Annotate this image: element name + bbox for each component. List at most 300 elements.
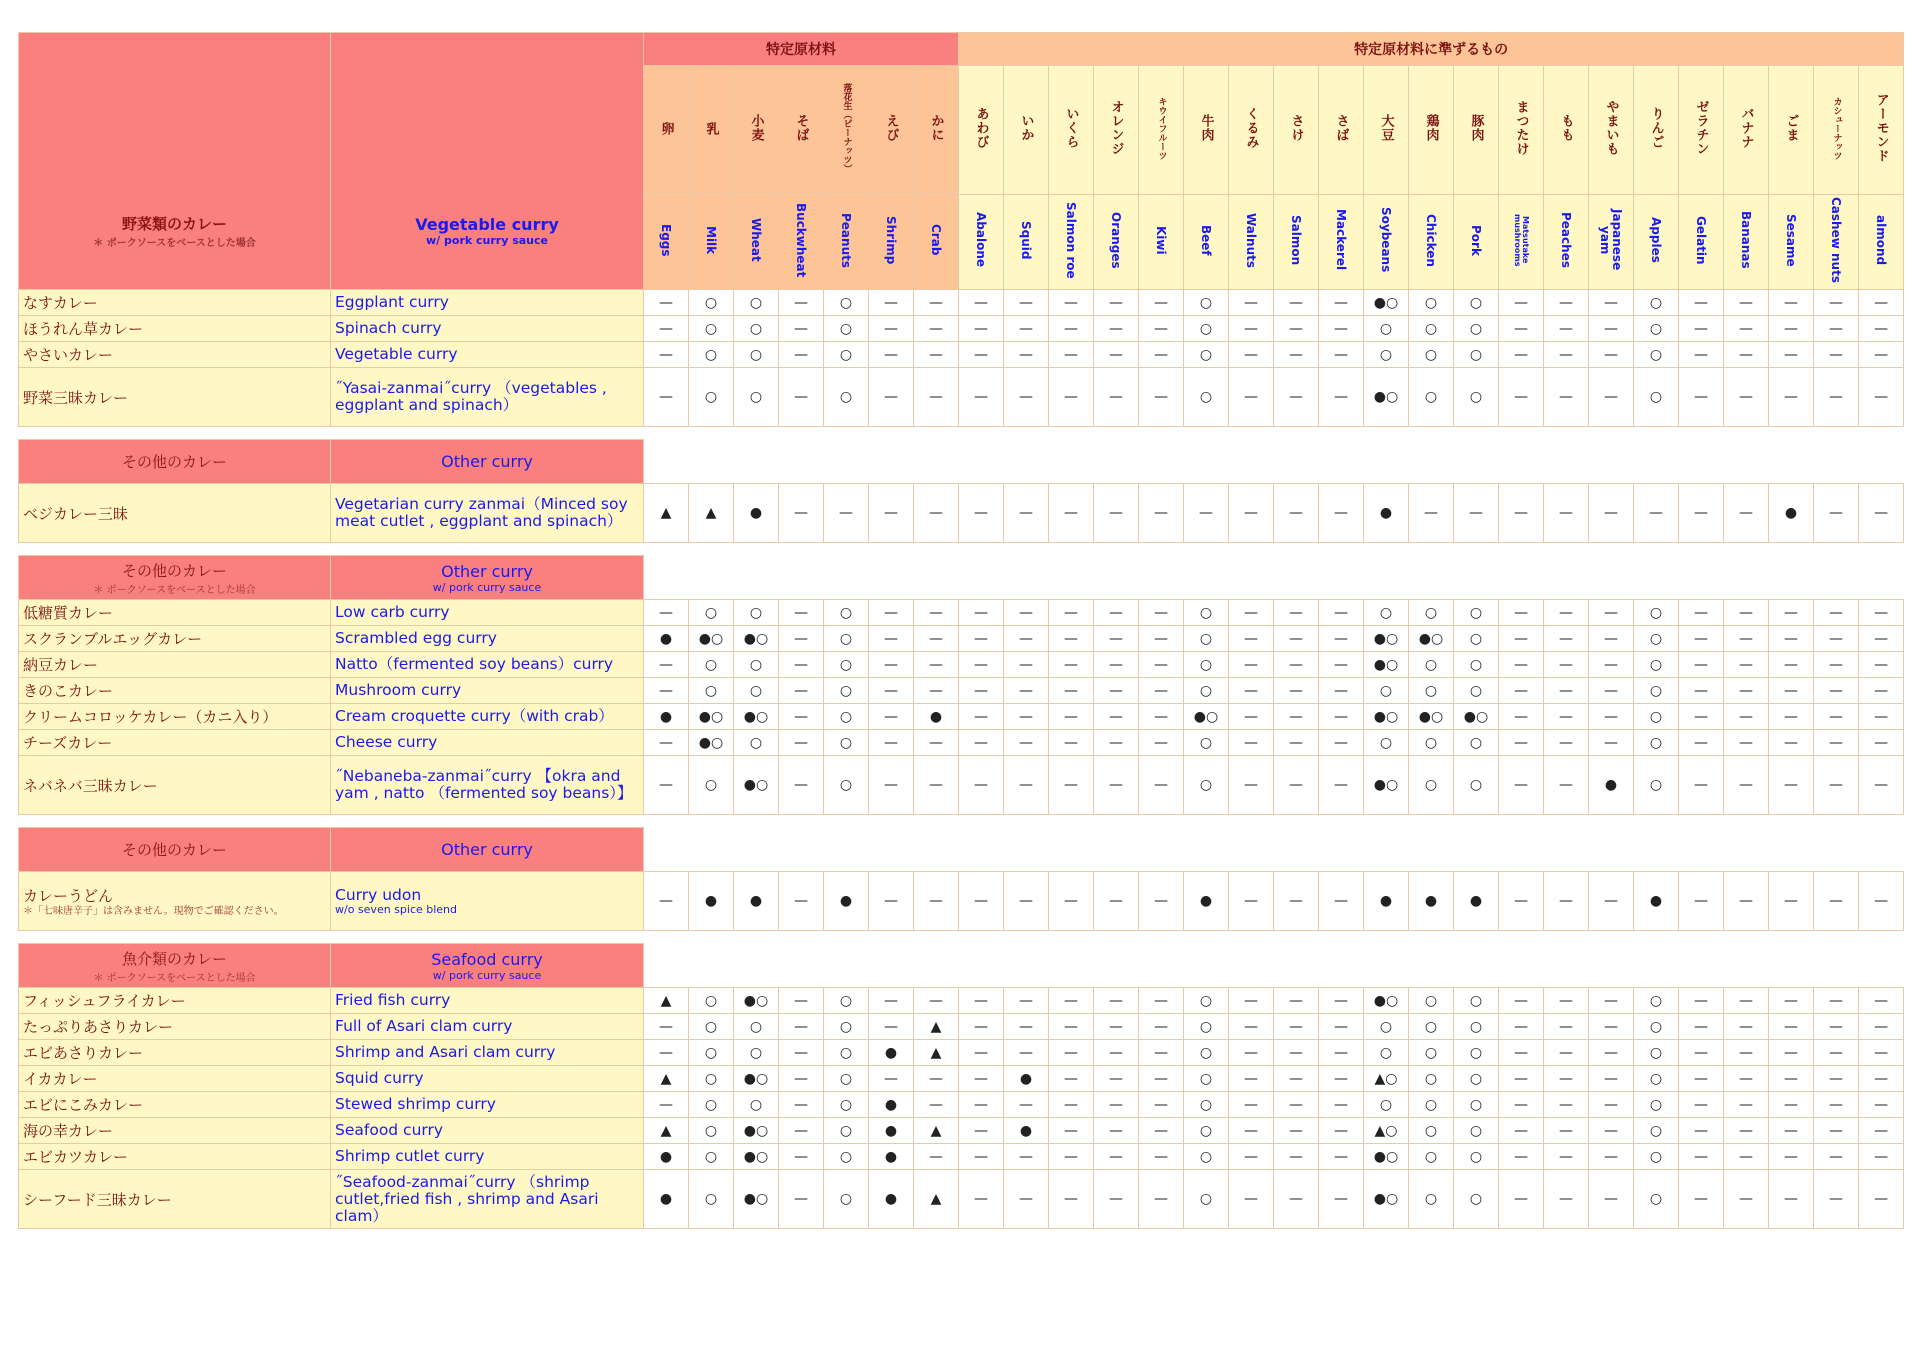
allergen-mark: —: [914, 484, 959, 543]
menu-row: [19, 1092, 1904, 1118]
allergen-mark: —: [1499, 872, 1544, 931]
allergen-mark: ○: [1409, 1040, 1454, 1066]
allergen-mark: —: [1499, 1040, 1544, 1066]
menu-name-en: ˝Nebaneba-zanmai˝curry 【okra and yam , natto （fermented soy beans）】: [335, 767, 633, 802]
menu-row: [19, 316, 1904, 342]
allergen-mark: —: [869, 704, 914, 730]
allergen-mark: ○: [689, 1170, 734, 1229]
allergen-jp-header: [1814, 66, 1859, 195]
menu-name-jp-cell: [19, 756, 331, 815]
allergen-mark: —: [1769, 1118, 1814, 1144]
allergen-mark: —: [1814, 342, 1859, 368]
menu-name-en: Shrimp and Asari clam curry: [335, 1043, 556, 1061]
menu-row: [19, 484, 1904, 543]
allergen-mark: ○: [824, 756, 869, 815]
allergen-mark: ○: [1454, 1170, 1499, 1229]
allergen-mark: —: [644, 316, 689, 342]
allergen-mark: ●○: [734, 1118, 779, 1144]
allergen-en-label: Chicken: [1424, 213, 1439, 267]
allergen-jp-label: バナナ: [1738, 107, 1754, 149]
allergen-mark: —: [644, 342, 689, 368]
menu-name-en-cell: [331, 600, 644, 626]
header-jp-note: ＊ ポークソースをベースとした場合: [93, 238, 256, 249]
allergen-jp-label: もも: [1558, 114, 1574, 142]
allergen-mark: —: [1769, 756, 1814, 815]
menu-name-jp-cell: [19, 988, 331, 1014]
allergen-mark: —: [1769, 1066, 1814, 1092]
allergen-en-label: Bananas: [1739, 211, 1754, 269]
allergen-en-header: [1094, 195, 1139, 290]
allergen-mark: —: [1049, 678, 1094, 704]
allergen-en-header: [1409, 195, 1454, 290]
section-header-row: [19, 944, 1904, 988]
menu-name-jp: チーズカレー: [23, 734, 113, 752]
allergen-mark: —: [1544, 1144, 1589, 1170]
allergen-mark: —: [1589, 1144, 1634, 1170]
allergen-mark: ○: [1184, 368, 1229, 427]
allergen-mark: —: [1319, 1040, 1364, 1066]
allergen-mark: —: [1544, 678, 1589, 704]
menu-name-jp: 納豆カレー: [23, 656, 99, 674]
menu-name-en-cell: [331, 988, 644, 1014]
allergen-mark: —: [1589, 290, 1634, 316]
allergen-en-header: [1454, 195, 1499, 290]
allergen-mark: —: [1319, 1092, 1364, 1118]
menu-name-jp: 海の幸カレー: [23, 1122, 114, 1140]
allergen-mark: —: [1094, 1066, 1139, 1092]
menu-name-jp-cell: [19, 342, 331, 368]
allergen-mark: —: [1139, 1066, 1184, 1092]
allergen-mark: —: [1499, 1066, 1544, 1092]
menu-name-en: Fried fish curry: [335, 991, 451, 1009]
allergen-mark: —: [1814, 626, 1859, 652]
allergen-mark: —: [1859, 1144, 1904, 1170]
allergen-mark: —: [1679, 1170, 1724, 1229]
allergen-mark: —: [1679, 1066, 1724, 1092]
allergen-mark: ○: [734, 652, 779, 678]
allergen-mark: —: [1229, 1014, 1274, 1040]
allergen-en-header: [1814, 195, 1859, 290]
allergen-mark: ○: [1364, 600, 1409, 626]
table-header: [19, 33, 1904, 290]
allergen-jp-header: [1544, 66, 1589, 195]
allergen-mark: —: [1049, 1014, 1094, 1040]
menu-name-jp-cell: [19, 1118, 331, 1144]
allergen-mark: —: [1094, 368, 1139, 427]
allergen-mark: —: [1589, 368, 1634, 427]
allergen-mark: ●○: [1364, 756, 1409, 815]
allergen-mark: —: [1589, 626, 1634, 652]
allergen-mark: —: [1544, 1170, 1589, 1229]
allergen-mark: —: [644, 1014, 689, 1040]
section-title-en-cell: [331, 944, 644, 988]
allergen-mark: ●○: [1364, 1144, 1409, 1170]
allergen-mark: —: [1544, 730, 1589, 756]
allergen-mark: —: [1589, 600, 1634, 626]
menu-name-en-cell: [331, 652, 644, 678]
allergen-mark: ○: [824, 316, 869, 342]
menu-name-en: Cheese curry: [335, 733, 438, 751]
allergen-mark: —: [644, 1092, 689, 1118]
allergen-mark: —: [1814, 600, 1859, 626]
section-title-jp-cell: [19, 944, 331, 988]
allergen-mark: —: [1139, 988, 1184, 1014]
section-title-en: Seafood curry: [431, 949, 543, 969]
allergen-mark: ●○: [1364, 368, 1409, 427]
allergen-mark: —: [869, 600, 914, 626]
header-en-cell: [331, 33, 644, 290]
allergen-en-header: [824, 195, 869, 290]
allergen-mark: —: [779, 342, 824, 368]
allergen-jp-label: 卵: [658, 121, 674, 136]
allergen-mark: —: [1229, 368, 1274, 427]
allergen-mark: —: [1004, 1092, 1049, 1118]
allergen-mark: —: [1544, 290, 1589, 316]
allergen-mark: ○: [1454, 730, 1499, 756]
allergen-mark: ▲: [644, 1066, 689, 1092]
allergen-mark: —: [1274, 368, 1319, 427]
allergen-mark: —: [1049, 1092, 1094, 1118]
allergen-mark: —: [1094, 1092, 1139, 1118]
allergen-mark: —: [1229, 316, 1274, 342]
allergen-jp-header: [1004, 66, 1049, 195]
allergen-mark: —: [1544, 704, 1589, 730]
allergen-mark: —: [1139, 316, 1184, 342]
allergen-mark: —: [1769, 342, 1814, 368]
allergen-mark: —: [1499, 730, 1544, 756]
allergen-jp-header: [1049, 66, 1094, 195]
allergen-mark: —: [869, 652, 914, 678]
menu-row: [19, 368, 1904, 427]
allergen-mark: ○: [1184, 342, 1229, 368]
allergen-mark: —: [1769, 290, 1814, 316]
allergen-mark: —: [779, 1066, 824, 1092]
allergen-mark: ●: [869, 1144, 914, 1170]
menu-name-en: Vegetarian curry zanmai（Minced soy meat cutlet , eggplant and spinach）: [335, 495, 628, 530]
allergen-mark: ▲: [914, 1170, 959, 1229]
allergen-mark: ○: [1364, 1040, 1409, 1066]
allergen-mark: —: [1319, 600, 1364, 626]
allergen-mark: ●○: [1409, 704, 1454, 730]
allergen-mark: —: [779, 1040, 824, 1066]
allergen-mark: —: [1139, 600, 1184, 626]
allergen-mark: —: [1319, 988, 1364, 1014]
allergen-mark: —: [914, 730, 959, 756]
allergen-mark: —: [959, 316, 1004, 342]
allergen-jp-label: カシューナッツ: [1831, 96, 1842, 160]
allergen-mark: —: [1094, 1118, 1139, 1144]
allergen-mark: —: [1049, 626, 1094, 652]
allergen-mark: —: [1544, 756, 1589, 815]
allergen-mark: ●○: [734, 1066, 779, 1092]
allergen-mark: —: [914, 756, 959, 815]
menu-name-jp: きのこカレー: [23, 682, 114, 700]
allergen-mark: —: [1724, 988, 1769, 1014]
allergen-jp-header: [914, 66, 959, 195]
allergen-mark: —: [1544, 988, 1589, 1014]
allergen-jp-header: [1679, 66, 1724, 195]
allergen-mark: —: [1814, 1144, 1859, 1170]
allergen-mark: —: [1409, 484, 1454, 543]
allergen-jp-label: えび: [883, 114, 899, 142]
menu-name-en: Scrambled egg curry: [335, 629, 497, 647]
allergen-mark: —: [1679, 368, 1724, 427]
allergen-mark: —: [779, 1170, 824, 1229]
allergen-mark: —: [824, 484, 869, 543]
allergen-mark: ○: [1634, 1040, 1679, 1066]
allergen-mark: —: [1679, 730, 1724, 756]
allergen-mark: ○: [689, 342, 734, 368]
menu-name-en-cell: [331, 678, 644, 704]
menu-name-jp-cell: [19, 678, 331, 704]
allergen-mark: ○: [1634, 368, 1679, 427]
allergen-mark: —: [1094, 484, 1139, 543]
allergen-mark: —: [1814, 872, 1859, 931]
allergen-mark: —: [1724, 342, 1769, 368]
allergen-jp-header: [869, 66, 914, 195]
menu-name-jp: カレーうどん: [23, 886, 114, 905]
menu-name-jp-cell: [19, 1040, 331, 1066]
allergen-mark: —: [1859, 368, 1904, 427]
allergen-mark: —: [1859, 1066, 1904, 1092]
allergen-en-header: [1319, 195, 1364, 290]
allergen-jp-label: かに: [928, 114, 944, 142]
allergen-mark: —: [1769, 988, 1814, 1014]
allergen-jp-header: [1319, 66, 1364, 195]
menu-name-jp-cell: [19, 872, 331, 931]
menu-name-jp: シーフード三昧カレー: [23, 1190, 172, 1209]
allergen-mark: ○: [1634, 1170, 1679, 1229]
allergen-mark: —: [1769, 600, 1814, 626]
allergen-mark: —: [1724, 1040, 1769, 1066]
menu-name-en-cell: [331, 756, 644, 815]
section-title-en-cell: [331, 828, 644, 872]
allergen-jp-header: [1364, 66, 1409, 195]
allergen-mark: —: [779, 988, 824, 1014]
allergen-mark: —: [644, 872, 689, 931]
menu-name-jp: やさいカレー: [23, 346, 114, 364]
allergen-mark: —: [1724, 730, 1769, 756]
allergen-mark: ▲: [689, 484, 734, 543]
allergen-mark: —: [1589, 484, 1634, 543]
allergen-en-label: Walnuts: [1244, 212, 1259, 268]
allergen-jp-label: オレンジ: [1108, 100, 1124, 156]
allergen-mark: —: [869, 484, 914, 543]
allergen-jp-header: [1589, 66, 1634, 195]
allergen-mark: ○: [1454, 988, 1499, 1014]
menu-name-en: Stewed shrimp curry: [335, 1095, 496, 1113]
allergen-mark: —: [1814, 1170, 1859, 1229]
allergen-mark: —: [1499, 342, 1544, 368]
allergen-mark: —: [1139, 1014, 1184, 1040]
allergen-mark: ○: [734, 316, 779, 342]
allergen-mark: —: [914, 872, 959, 931]
allergen-mark: —: [1724, 872, 1769, 931]
allergen-jp-label: 牛肉: [1198, 114, 1214, 142]
allergen-mark: —: [779, 730, 824, 756]
allergen-mark: —: [1544, 1118, 1589, 1144]
allergen-mark: —: [1499, 484, 1544, 543]
allergen-mark: —: [779, 1144, 824, 1170]
allergen-mark: —: [1274, 1170, 1319, 1229]
allergen-mark: ○: [824, 1118, 869, 1144]
section-title-jp: 魚介類のカレー: [121, 949, 227, 968]
allergen-mark: —: [959, 756, 1004, 815]
allergen-mark: —: [1229, 342, 1274, 368]
allergen-mark: —: [914, 1144, 959, 1170]
menu-name-en-cell: [331, 872, 644, 931]
allergen-mark: —: [1499, 756, 1544, 815]
allergen-mark: ○: [1454, 600, 1499, 626]
allergen-mark: —: [1274, 342, 1319, 368]
allergen-mark: —: [1769, 652, 1814, 678]
allergen-mark: ▲: [914, 1040, 959, 1066]
allergen-mark: —: [1229, 988, 1274, 1014]
allergen-mark: ●○: [1364, 988, 1409, 1014]
menu-name-jp: フィッシュフライカレー: [23, 992, 186, 1010]
allergen-jp-label: 小麦: [748, 114, 764, 142]
allergen-mark: —: [1094, 704, 1139, 730]
allergen-en-header: [1139, 195, 1184, 290]
allergen-mark: —: [1859, 1118, 1904, 1144]
allergen-en-header: [689, 195, 734, 290]
allergen-mark: —: [779, 1092, 824, 1118]
menu-row: [19, 1170, 1904, 1229]
allergen-mark: —: [779, 626, 824, 652]
allergen-mark: —: [1679, 872, 1724, 931]
allergen-en-label: Eggs: [659, 223, 673, 257]
allergen-mark: —: [1499, 316, 1544, 342]
allergen-mark: —: [1004, 1170, 1049, 1229]
allergen-mark: ●: [869, 1092, 914, 1118]
allergen-mark: —: [1274, 756, 1319, 815]
allergen-mark: ○: [1409, 368, 1454, 427]
allergen-jp-header: [734, 66, 779, 195]
allergen-mark: —: [869, 290, 914, 316]
allergen-mark: —: [1319, 1170, 1364, 1229]
allergen-mark: —: [1319, 704, 1364, 730]
allergen-jp-header: [1859, 66, 1904, 195]
allergen-mark: —: [1004, 730, 1049, 756]
allergen-mark: —: [1544, 1014, 1589, 1040]
allergen-mark: —: [1319, 756, 1364, 815]
menu-name-en: Full of Asari clam curry: [335, 1017, 513, 1035]
allergen-mark: ○: [734, 290, 779, 316]
allergen-mark: ○: [689, 1144, 734, 1170]
allergen-mark: ○: [689, 316, 734, 342]
allergen-mark: —: [1229, 1040, 1274, 1066]
allergen-mark: —: [644, 730, 689, 756]
allergen-mark: ○: [824, 988, 869, 1014]
allergen-mark: —: [1859, 652, 1904, 678]
allergen-mark: —: [1589, 316, 1634, 342]
section-header-row: [19, 828, 1904, 872]
allergen-mark: ○: [1454, 368, 1499, 427]
allergen-en-label: Shrimp: [884, 215, 898, 265]
allergen-mark: ○: [1184, 626, 1229, 652]
allergen-jp-header: [644, 66, 689, 195]
allergen-mark: ●: [1634, 872, 1679, 931]
allergen-mark: ●: [869, 1170, 914, 1229]
allergen-mark: —: [1139, 756, 1184, 815]
menu-row: [19, 626, 1904, 652]
allergen-mark: ○: [1409, 730, 1454, 756]
allergen-mark: —: [1724, 290, 1769, 316]
menu-name-en-cell: [331, 626, 644, 652]
allergen-jp-label: アーモンド: [1873, 93, 1889, 163]
allergen-mark: ○: [1184, 730, 1229, 756]
allergen-mark: —: [1769, 1092, 1814, 1118]
allergen-jp-header: [1724, 66, 1769, 195]
allergen-mark: ○: [1409, 756, 1454, 815]
allergen-en-header: [1499, 195, 1544, 290]
allergen-jp-label: いくら: [1063, 107, 1079, 149]
allergen-mark: —: [959, 1170, 1004, 1229]
allergen-mark: —: [959, 368, 1004, 427]
allergen-mark: —: [1229, 484, 1274, 543]
allergen-mark: ○: [1364, 730, 1409, 756]
allergen-mark: —: [1679, 1092, 1724, 1118]
allergen-mark: ▲○: [1364, 1066, 1409, 1092]
allergen-mark: —: [1139, 730, 1184, 756]
allergen-mark: —: [1229, 756, 1274, 815]
menu-name-jp-cell: [19, 730, 331, 756]
allergen-mark: —: [1229, 626, 1274, 652]
allergen-mark: ●○: [1409, 626, 1454, 652]
allergen-mark: —: [1139, 1170, 1184, 1229]
allergen-mark: —: [1184, 484, 1229, 543]
allergen-mark: —: [914, 342, 959, 368]
allergen-mark: —: [1859, 290, 1904, 316]
allergen-mark: ○: [689, 1014, 734, 1040]
allergen-mark: —: [1499, 1014, 1544, 1040]
allergen-en-label: Kiwi: [1154, 225, 1169, 255]
allergen-mark: —: [1724, 1014, 1769, 1040]
allergen-en-label: Mackerel: [1334, 209, 1349, 271]
allergen-mark: —: [1544, 316, 1589, 342]
allergen-mark: ○: [1634, 290, 1679, 316]
allergen-mark: ○: [734, 1092, 779, 1118]
allergen-jp-label: あわび: [973, 107, 989, 149]
allergen-mark: ●: [644, 1144, 689, 1170]
allergen-mark: —: [914, 600, 959, 626]
allergen-mark: ●: [1589, 756, 1634, 815]
allergen-mark: —: [959, 600, 1004, 626]
allergen-mark: —: [1049, 988, 1094, 1014]
menu-row: [19, 1066, 1904, 1092]
allergen-mark: —: [1229, 290, 1274, 316]
allergen-mark: ○: [1409, 1066, 1454, 1092]
allergen-mark: —: [1769, 368, 1814, 427]
allergen-jp-label: くるみ: [1243, 107, 1259, 149]
allergen-mark: —: [1814, 988, 1859, 1014]
allergen-en-label: Squid: [1019, 220, 1034, 260]
menu-name-en-cell: [331, 342, 644, 368]
allergen-mark: —: [1499, 704, 1544, 730]
allergen-mark: —: [1724, 600, 1769, 626]
allergen-mark: ○: [1409, 342, 1454, 368]
allergen-mark: —: [1589, 1066, 1634, 1092]
allergen-mark: —: [1094, 1170, 1139, 1229]
allergen-mark: —: [1589, 1014, 1634, 1040]
allergen-en-header: [1859, 195, 1904, 290]
allergen-mark: —: [1679, 678, 1724, 704]
allergen-mark: ●: [1364, 484, 1409, 543]
header-jp-title: 野菜類のカレー: [121, 215, 227, 233]
allergen-mark: —: [1589, 1040, 1634, 1066]
allergen-mark: —: [1049, 1118, 1094, 1144]
allergen-mark: ○: [1409, 1118, 1454, 1144]
